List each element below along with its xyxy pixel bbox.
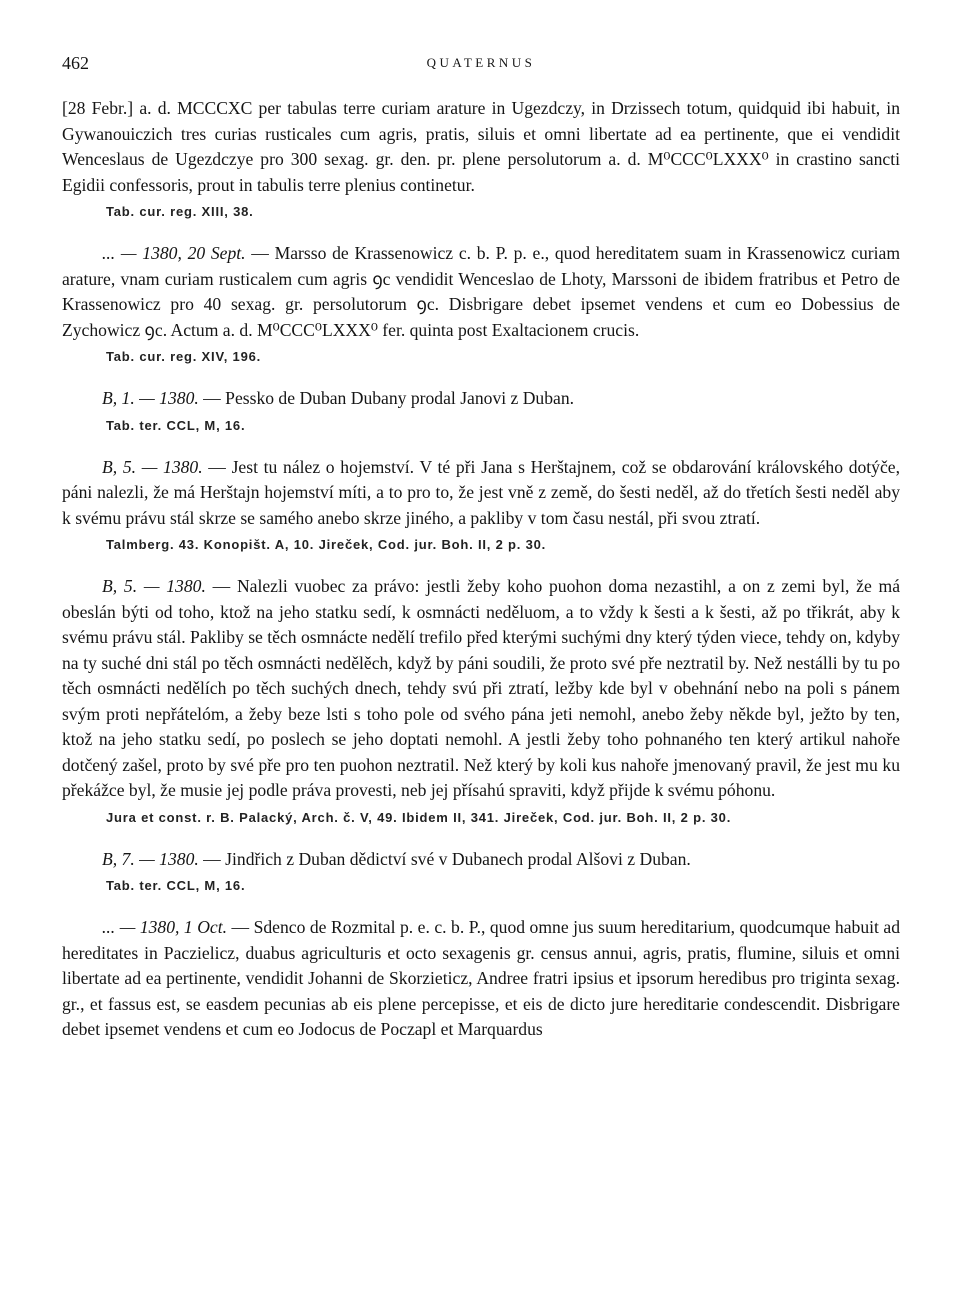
entry-heading: B, 1. — 1380. (102, 388, 199, 408)
page-header (62, 53, 900, 79)
entry-heading: B, 5. — 1380. (102, 576, 206, 596)
entry (62, 455, 900, 553)
running-title: QUATERNUS (426, 55, 536, 70)
entries (62, 96, 900, 1065)
entry-body: — Nalezli vuobec za právo: jestli žeby koho puohon doma nezastihl, a on z zemi byl, že má obeslán býti od toho, ktož na jeho statku sedí, k osmnácti neděluom, a to vždy k šesti a k šesti, až po třikrát, aby k svému právu stál. Pakliby se těch osmnácte nedělí trefilo před kterými suchými dny který týden viece, tehdy on, kdyby na ty suché dni stál po těch osmnácti nedělěch, když by páni soudili, že proto své pře neztratil by. Než nestálli by tu po těch osmnácti nedělích po těch suchých dnech, tehdy svú při ztratí, ležby kde byl v obehnání nebo na poli s pánem svým proti nepřátelóm, a žeby beze lsti s toho pole od svého pána jeti nemohl, anebo žeby někde byl, ježto by ten, ktož na jeho statku sedí, po poslech se jeho doptati nemohl. A jestli žeby toho pohnaného ten který artikul nahoře dotčený zašel, proto by své pře pro ten puohon neztratil. Než který by koli kus nahoře jmenovaný pravil, že jest mu ku překážce byl, že musie jej podle práva provesti, neb jej přísahú spraviti, když přijde k svému póhonu. (62, 576, 901, 800)
entry-body: — Marsso de Krassenowicz c. b. P. p. e., quod hereditatem suam in Krassenowicz curiam arature, vnam curiam rusticalem cum agris ꝯc vendidit Wenceslao de Lhoty, Marssoni de ibidem fratribus et Petro de Krassenowicz pro 40 sexag. gr. persolutorum ꝯc. Disbrigare debet ipsemet vendens et cum eo Dobessius de Zychowicz ꝯc. Actum a. d. M⁰CCC⁰LXXX⁰ fer. quinta post Exaltacionem crucis. (62, 243, 900, 340)
source-reference: Tab. cur. reg. XIII, 38. (106, 204, 254, 219)
entry (62, 241, 900, 364)
entry-heading: ... — 1380, 20 Sept. (102, 243, 246, 263)
entry (62, 386, 900, 433)
entry (62, 96, 900, 219)
source-reference: Tab. ter. CCL, M, 16. (106, 878, 246, 893)
entry-heading: B, 7. — 1380. (102, 848, 199, 869)
entry-text (62, 847, 900, 873)
source-reference: Tab. cur. reg. XIV, 196. (106, 349, 262, 364)
entry-text (62, 574, 900, 804)
entry-body: — Sdenco de Rozmital p. e. c. b. P., quod omne jus suum hereditarium, quodcumque habuit ad hereditates in Paczielicz, duabus agriculturis et octo sexagenis gr. census annui, agris, pratis, flumine, siluis et omni libertate ad ea pertinente, vendidit Johanni de Skorzieticz, Andree fratri ipsius et ipsorum heredibus pro triginta sexag. gr., et fassus est, se easdem pecunias ab eis plene percepisse, et eis de dicto jure hereditarie condescendit. Disbrigare debet ipsemet vendens et cum eo Jodocus de Poczapl et Marquardus (62, 917, 900, 1039)
entry-body: — Jest tu nález o hojemství. V té při Jana s Herštajnem, což se obdarování královského dotýče, páni nalezli, že má Herštajn hojemství míti, a to pro to, že jest vně z země, do šesti neděl, až do třetích šesti neděl aby k svému právu stál skrze se samého anebo skrze jiného, a pakliby v tom času nestál, při svou ztratí. (62, 456, 900, 528)
entry-body: — Jindřich z Duban dědictví své v Dubanech prodal Alšovi z Duban. (198, 848, 691, 869)
entry-text (62, 241, 900, 343)
entry-heading: B, 5. — 1380. (102, 456, 203, 477)
page-number: 462 (62, 53, 89, 73)
entry-heading: ... — 1380, 1 Oct. (102, 917, 227, 937)
entry (62, 847, 900, 894)
source-reference: Talmberg. 43. Konopišt. A, 10. Jireček, Cod. jur. Boh. II, 2 p. 30. (106, 537, 547, 552)
entry (62, 574, 900, 825)
source-reference: Tab. ter. CCL, M, 16. (106, 417, 246, 433)
entry-text (62, 96, 900, 198)
entry-text (62, 915, 900, 1043)
source-reference: Jura et const. r. B. Palacký, Arch. č. V, 49. Ibidem II, 341. Jireček, Cod. jur. Boh. II, 2 p. 30. (106, 809, 732, 825)
entry-body: — Pessko de Duban Dubany prodal Janovi z Duban. (198, 388, 575, 408)
entry (62, 915, 900, 1043)
entry-text (62, 386, 900, 412)
entry-body: [28 Febr.] a. d. MCCCXC per tabulas terre curiam arature in Ugezdczy, in Drzissech totum, quidquid ibi habuit, in Gywanouiczich tres curias rusticales cum agris, pratis, siluis et omni libertate ad ea pertinente, que ei vendidit Wenceslaus de Ugezdczye pro 300 sexag. gr. den. pr. plene persolutorum a. d. M⁰CCC⁰LXXX⁰ in crastino sancti Egidii confessoris, prout in tabulis terre plenius continetur. (62, 98, 900, 195)
entry-text (62, 455, 900, 532)
